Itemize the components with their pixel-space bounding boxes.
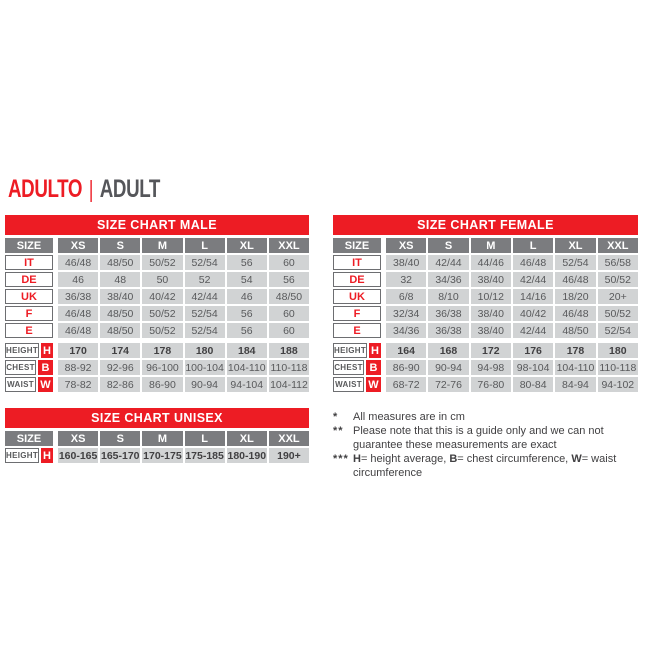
size-row-cells bbox=[58, 289, 309, 304]
size-row-cells bbox=[58, 323, 309, 338]
measure-value-cell: 84-94 bbox=[555, 377, 595, 392]
column-header-cell: S bbox=[100, 431, 140, 446]
size-row-label: E bbox=[333, 323, 381, 338]
size-value-cell: 32 bbox=[386, 272, 426, 287]
measure-row-cells bbox=[58, 343, 309, 358]
size-row-label: UK bbox=[333, 289, 381, 304]
measure-value-cell: 104-112 bbox=[270, 378, 308, 391]
measure-badge: W bbox=[366, 377, 381, 392]
size-row-cells bbox=[386, 306, 638, 321]
footnote-row bbox=[333, 424, 645, 452]
size-row-label-slot bbox=[5, 272, 53, 287]
measure-label-slot bbox=[333, 360, 381, 375]
footnote-segment: Please note that this is a guide only and we can not guarantee these measurements are exact bbox=[353, 425, 604, 451]
measure-label-slot bbox=[5, 448, 53, 463]
size-chart-unisex-table bbox=[5, 408, 309, 465]
size-row-label-slot bbox=[333, 272, 381, 287]
size-value-cell: 50 bbox=[142, 272, 182, 287]
measure-value-cell: 68-72 bbox=[386, 377, 426, 392]
measure-value-cell: 80-84 bbox=[513, 377, 553, 392]
column-headers bbox=[58, 431, 309, 446]
size-value-cell: 48/50 bbox=[100, 323, 140, 338]
measure-value-cell: 165-170 bbox=[100, 449, 140, 462]
size-row-label-slot bbox=[333, 255, 381, 270]
column-header-cell: XS bbox=[58, 431, 98, 446]
size-value-cell: 34/36 bbox=[428, 272, 468, 287]
page-title-separator: | bbox=[88, 176, 93, 202]
size-value-cell: 60 bbox=[269, 306, 309, 321]
measure-value-cell: 86-90 bbox=[386, 360, 426, 375]
size-value-cell: 52/54 bbox=[185, 323, 225, 338]
size-header-slot bbox=[5, 238, 53, 253]
size-chart-female-table bbox=[333, 215, 638, 394]
column-header-cell: M bbox=[142, 431, 182, 446]
size-row bbox=[5, 306, 309, 321]
size-value-cell: 18/20 bbox=[555, 289, 595, 304]
measure-row-label: HEIGHT bbox=[333, 343, 367, 358]
size-header-slot bbox=[5, 431, 53, 446]
measure-row-cells bbox=[386, 377, 638, 392]
measure-value-cell: 100-104 bbox=[185, 361, 224, 374]
footnote-segment: = waist circumference bbox=[353, 453, 617, 479]
measure-value-cell: 172 bbox=[471, 343, 511, 358]
measure-row bbox=[5, 343, 309, 358]
column-header-cell: XXL bbox=[269, 431, 309, 446]
measure-badge: W bbox=[38, 377, 53, 392]
size-value-cell: 38/40 bbox=[100, 289, 140, 304]
size-value-cell: 52/54 bbox=[185, 306, 225, 321]
measure-value-cell: 96-100 bbox=[142, 360, 182, 375]
footnote-segment: = height average, bbox=[360, 453, 450, 465]
measure-row-label: WAIST bbox=[5, 377, 36, 392]
footnote-text bbox=[353, 452, 645, 480]
measure-row bbox=[333, 377, 638, 392]
measure-row bbox=[333, 360, 638, 375]
footnote-text bbox=[353, 424, 645, 452]
size-row-label-slot bbox=[5, 255, 53, 270]
size-row bbox=[333, 323, 638, 338]
measure-value-cell: 174 bbox=[100, 343, 140, 358]
footnote-marker: * bbox=[333, 411, 339, 423]
page-title bbox=[8, 175, 160, 204]
measure-value-cell: 164 bbox=[386, 343, 426, 358]
size-value-cell: 56/58 bbox=[598, 255, 638, 270]
measure-value-cell: 184 bbox=[227, 343, 267, 358]
size-value-cell: 52/54 bbox=[598, 323, 638, 338]
size-header-cell: SIZE bbox=[5, 431, 53, 446]
size-value-cell: 40/42 bbox=[513, 306, 553, 321]
measure-row bbox=[5, 377, 309, 392]
column-header-cell: L bbox=[185, 431, 225, 446]
column-header-cell: XL bbox=[227, 238, 267, 253]
size-row-label-slot bbox=[333, 289, 381, 304]
size-value-cell: 50/52 bbox=[142, 255, 182, 270]
size-row-label: F bbox=[5, 306, 53, 321]
size-value-cell: 46/48 bbox=[555, 272, 595, 287]
size-value-cell: 46/48 bbox=[513, 255, 553, 270]
size-value-cell: 56 bbox=[227, 323, 267, 338]
size-value-cell: 40/42 bbox=[142, 289, 182, 304]
page-title-secondary: ADULT bbox=[99, 175, 161, 203]
measure-value-cell: 94-102 bbox=[598, 377, 638, 392]
measure-value-cell: 110-118 bbox=[270, 361, 308, 374]
table-header-row bbox=[333, 238, 638, 253]
size-value-cell: 42/44 bbox=[513, 272, 553, 287]
size-value-cell: 46/48 bbox=[58, 255, 98, 270]
size-value-cell: 48/50 bbox=[100, 255, 140, 270]
size-row-label-slot bbox=[5, 306, 53, 321]
measure-row-label: HEIGHT bbox=[5, 343, 39, 358]
column-header-cell: M bbox=[142, 238, 182, 253]
size-value-cell: 8/10 bbox=[428, 289, 468, 304]
size-value-cell: 52 bbox=[185, 272, 225, 287]
size-value-cell: 42/44 bbox=[513, 323, 553, 338]
measure-value-cell: 86-90 bbox=[142, 377, 182, 392]
column-header-cell: XXL bbox=[598, 238, 638, 253]
measure-value-cell: 180-190 bbox=[227, 449, 267, 462]
size-row-label: IT bbox=[333, 255, 381, 270]
table-title: SIZE CHART MALE bbox=[5, 215, 309, 235]
table-title: SIZE CHART UNISEX bbox=[5, 408, 309, 428]
size-row-cells bbox=[58, 272, 309, 287]
column-header-cell: XS bbox=[386, 238, 426, 253]
measure-label-slot bbox=[5, 343, 53, 358]
measure-value-cell: 170-175 bbox=[143, 449, 182, 462]
measure-row-label: HEIGHT bbox=[5, 448, 39, 463]
size-chart-male-table bbox=[5, 215, 309, 394]
size-row bbox=[333, 255, 638, 270]
measure-value-cell: 78-82 bbox=[58, 377, 98, 392]
measure-value-cell: 72-76 bbox=[428, 377, 468, 392]
measure-rows bbox=[5, 448, 309, 465]
measure-value-cell: 94-98 bbox=[471, 360, 511, 375]
size-row-cells bbox=[386, 255, 638, 270]
measure-value-cell: 76-80 bbox=[471, 377, 511, 392]
footnote-text bbox=[353, 410, 645, 424]
size-value-cell: 38/40 bbox=[471, 323, 511, 338]
measure-label-slot bbox=[5, 360, 53, 375]
footnote-segment: W bbox=[571, 453, 582, 465]
size-value-cell: 50/52 bbox=[142, 306, 182, 321]
size-value-cell: 38/40 bbox=[471, 306, 511, 321]
footnote-marker: *** bbox=[333, 453, 349, 465]
measure-value-cell: 178 bbox=[555, 343, 595, 358]
size-value-cell: 60 bbox=[269, 323, 309, 338]
column-headers bbox=[58, 238, 309, 253]
column-header-cell: L bbox=[185, 238, 225, 253]
size-row bbox=[333, 306, 638, 321]
footnote-segment: H bbox=[353, 453, 361, 465]
measure-value-cell: 190+ bbox=[269, 448, 309, 463]
size-value-cell: 46/48 bbox=[58, 306, 98, 321]
measure-value-cell: 104-110 bbox=[556, 361, 595, 374]
size-value-cell: 34/36 bbox=[386, 323, 426, 338]
measure-value-cell: 175-185 bbox=[185, 449, 224, 462]
measure-row-label: CHEST bbox=[333, 360, 364, 375]
size-row-cells bbox=[386, 323, 638, 338]
measure-value-cell: 170 bbox=[58, 343, 98, 358]
measure-value-cell: 110-118 bbox=[599, 361, 637, 374]
size-header-cell: SIZE bbox=[5, 238, 53, 253]
size-value-cell: 56 bbox=[269, 272, 309, 287]
size-header-slot bbox=[333, 238, 381, 253]
size-row-label: DE bbox=[5, 272, 53, 287]
table-title: SIZE CHART FEMALE bbox=[333, 215, 638, 235]
footnotes bbox=[333, 410, 645, 480]
measure-value-cell: 90-94 bbox=[428, 360, 468, 375]
measure-value-cell: 178 bbox=[142, 343, 182, 358]
measure-value-cell: 104-110 bbox=[227, 361, 266, 374]
size-header-cell: SIZE bbox=[333, 238, 381, 253]
column-header-cell: M bbox=[471, 238, 511, 253]
footnote-marker: ** bbox=[333, 425, 344, 437]
measure-label-slot bbox=[5, 377, 53, 392]
size-value-cell: 54 bbox=[227, 272, 267, 287]
measure-rows bbox=[333, 343, 638, 394]
size-row-cells bbox=[58, 306, 309, 321]
footnote-segment: = chest circumference, bbox=[457, 453, 572, 465]
footnote-row bbox=[333, 410, 645, 424]
size-value-cell: 56 bbox=[227, 306, 267, 321]
measure-badge: H bbox=[41, 448, 53, 463]
size-value-cell: 48/50 bbox=[100, 306, 140, 321]
size-row-label: F bbox=[333, 306, 381, 321]
measure-value-cell: 94-104 bbox=[227, 377, 267, 392]
measure-row-cells bbox=[58, 448, 309, 463]
size-value-cell: 46/48 bbox=[58, 323, 98, 338]
size-value-cell: 48/50 bbox=[555, 323, 595, 338]
table-header-row bbox=[5, 431, 309, 446]
measure-badge: B bbox=[38, 360, 53, 375]
column-header-cell: XL bbox=[555, 238, 595, 253]
measure-rows bbox=[5, 343, 309, 394]
size-value-cell: 38/40 bbox=[386, 255, 426, 270]
size-row-label: DE bbox=[333, 272, 381, 287]
size-row bbox=[5, 323, 309, 338]
size-value-cell: 60 bbox=[269, 255, 309, 270]
footnote-row bbox=[333, 452, 645, 480]
size-value-cell: 32/34 bbox=[386, 306, 426, 321]
column-header-cell: XS bbox=[58, 238, 98, 253]
size-value-cell: 36/38 bbox=[428, 323, 468, 338]
footnote-segment: B bbox=[449, 453, 458, 465]
size-row bbox=[5, 255, 309, 270]
measure-row-label: CHEST bbox=[5, 360, 36, 375]
column-header-cell: L bbox=[513, 238, 553, 253]
size-row-label-slot bbox=[333, 323, 381, 338]
measure-value-cell: 88-92 bbox=[58, 360, 98, 375]
measure-value-cell: 98-104 bbox=[513, 360, 553, 375]
measure-label-slot bbox=[333, 377, 381, 392]
size-value-cell: 6/8 bbox=[386, 289, 426, 304]
measure-value-cell: 82-86 bbox=[100, 377, 140, 392]
measure-row-cells bbox=[58, 377, 309, 392]
column-header-cell: S bbox=[100, 238, 140, 253]
size-row-label-slot bbox=[333, 306, 381, 321]
measure-row bbox=[5, 448, 309, 463]
size-row-label-slot bbox=[5, 289, 53, 304]
size-value-cell: 52/54 bbox=[555, 255, 595, 270]
column-header-cell: S bbox=[428, 238, 468, 253]
size-row-cells bbox=[386, 272, 638, 287]
measure-value-cell: 176 bbox=[513, 343, 553, 358]
size-row-cells bbox=[386, 289, 638, 304]
size-value-cell: 36/38 bbox=[428, 306, 468, 321]
size-value-cell: 14/16 bbox=[513, 289, 553, 304]
size-row-label: IT bbox=[5, 255, 53, 270]
measure-label-slot bbox=[333, 343, 381, 358]
column-headers bbox=[386, 238, 638, 253]
measure-value-cell: 90-94 bbox=[185, 377, 225, 392]
measure-row-cells bbox=[58, 360, 309, 375]
measure-row-label: WAIST bbox=[333, 377, 364, 392]
measure-value-cell: 168 bbox=[428, 343, 468, 358]
size-value-cell: 46/48 bbox=[555, 306, 595, 321]
size-row bbox=[333, 289, 638, 304]
size-row-cells bbox=[58, 255, 309, 270]
measure-badge: H bbox=[41, 343, 53, 358]
size-row-label: E bbox=[5, 323, 53, 338]
measure-value-cell: 188 bbox=[269, 343, 309, 358]
size-row bbox=[5, 272, 309, 287]
size-value-cell: 10/12 bbox=[471, 289, 511, 304]
size-value-cell: 36/38 bbox=[58, 289, 98, 304]
size-value-cell: 46 bbox=[58, 272, 98, 287]
page-title-primary: ADULTO bbox=[8, 175, 83, 203]
measure-row-cells bbox=[386, 360, 638, 375]
column-header-cell: XL bbox=[227, 431, 267, 446]
measure-row bbox=[5, 360, 309, 375]
size-value-cell: 52/54 bbox=[185, 255, 225, 270]
size-value-cell: 50/52 bbox=[598, 306, 638, 321]
table-header-row bbox=[5, 238, 309, 253]
measure-row bbox=[333, 343, 638, 358]
size-row-label: UK bbox=[5, 289, 53, 304]
size-value-cell: 48/50 bbox=[269, 289, 309, 304]
measure-value-cell: 180 bbox=[185, 343, 225, 358]
size-value-cell: 48 bbox=[100, 272, 140, 287]
size-row bbox=[5, 289, 309, 304]
footnote-segment: All measures are in cm bbox=[353, 411, 465, 423]
column-header-cell: XXL bbox=[269, 238, 309, 253]
measure-row-cells bbox=[386, 343, 638, 358]
size-value-cell: 38/40 bbox=[471, 272, 511, 287]
size-row-label-slot bbox=[5, 323, 53, 338]
size-value-cell: 46 bbox=[227, 289, 267, 304]
size-value-cell: 42/44 bbox=[185, 289, 225, 304]
measure-value-cell: 160-165 bbox=[58, 449, 98, 462]
size-value-cell: 50/52 bbox=[142, 323, 182, 338]
measure-value-cell: 92-96 bbox=[100, 360, 140, 375]
size-row bbox=[333, 272, 638, 287]
measure-value-cell: 180 bbox=[598, 343, 638, 358]
size-value-cell: 44/46 bbox=[471, 255, 511, 270]
size-value-cell: 20+ bbox=[598, 289, 638, 304]
measure-badge: H bbox=[369, 343, 381, 358]
size-value-cell: 50/52 bbox=[598, 272, 638, 287]
measure-badge: B bbox=[366, 360, 381, 375]
size-value-cell: 56 bbox=[227, 255, 267, 270]
size-value-cell: 42/44 bbox=[428, 255, 468, 270]
